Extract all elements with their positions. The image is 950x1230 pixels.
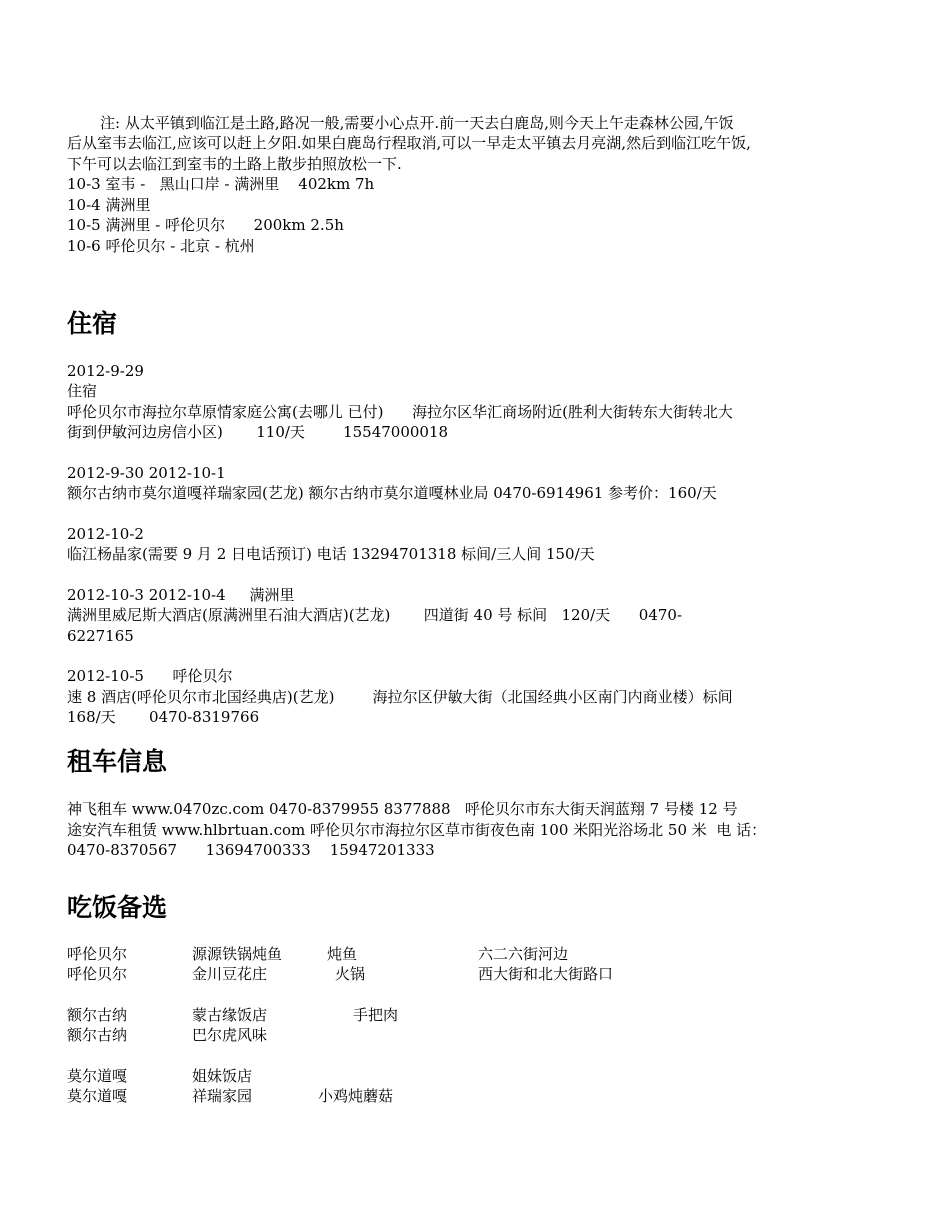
dining-restaurant: 祥瑞家园 (192, 1087, 253, 1105)
lodging-line: 呼伦贝尔市海拉尔草原情家庭公寓(去哪儿 已付) 海拉尔区华汇商场附近(胜利大街转东大街转北大 (67, 403, 733, 421)
lodging-line: 临江杨晶家(需要 9 月 2 日电话预订) 电话 13294701318 标间/三人间 150/天 (67, 545, 595, 563)
lodging-line: 街到伊敏河边房信小区) 110/天 15547000018 (67, 423, 449, 441)
dining-restaurant: 金川豆花庄 (192, 965, 268, 983)
dining-city: 额尔古纳 (67, 1006, 128, 1024)
dining-location: 西大街和北大街路口 (478, 965, 614, 983)
dining-heading: 吃饭备选 (67, 893, 168, 922)
lodging-line: 6227165 (67, 627, 134, 645)
lodging-line: 2012-9-30 2012-10-1 (67, 464, 226, 482)
dining-location: 六二六街河边 (478, 945, 569, 963)
car-rental-line: 0470-8370567 13694700333 15947201333 (67, 841, 435, 859)
lodging-heading: 住宿 (67, 309, 118, 338)
dining-city: 额尔古纳 (67, 1026, 128, 1044)
dining-restaurant: 源源铁锅炖鱼 (192, 945, 283, 963)
dining-dish: 手把肉 (353, 1006, 399, 1024)
itinerary-line: 10-6 呼伦贝尔 - 北京 - 杭州 (67, 237, 255, 255)
lodging-line: 2012-10-3 2012-10-4 满洲里 (67, 586, 295, 604)
lodging-line: 2012-10-5 呼伦贝尔 (67, 667, 233, 685)
dining-restaurant: 蒙古缘饭店 (192, 1006, 268, 1024)
itinerary-line: 10-3 室韦 - 黑山口岸 - 满洲里 402km 7h (67, 175, 375, 193)
lodging-line: 额尔古纳市莫尔道嘎祥瑞家园(艺龙) 额尔古纳市莫尔道嘎林业局 0470-6914961 参考价：160/天 (67, 484, 717, 502)
itinerary-line: 10-4 满洲里 (67, 196, 151, 214)
dining-city: 呼伦贝尔 (67, 965, 128, 983)
dining-dish: 火锅 (335, 965, 366, 983)
dining-city: 呼伦贝尔 (67, 945, 128, 963)
lodging-line: 速 8 酒店(呼伦贝尔市北国经典店)(艺龙) 海拉尔区伊敏大街（北国经典小区南门内商业楼）标间 (67, 688, 733, 706)
dining-city: 莫尔道嘎 (67, 1087, 128, 1105)
note-line-3: 下午可以去临江到室韦的土路上散步拍照放松一下. (67, 155, 402, 173)
car-rental-heading: 租车信息 (67, 747, 168, 776)
car-rental-line: 神飞租车 www.0470zc.com 0470-8379955 8377888 呼伦贝尔市东大街天润蓝翔 7 号楼 12 号 (67, 800, 738, 818)
dining-restaurant: 巴尔虎风味 (192, 1026, 268, 1044)
itinerary-line: 10-5 满洲里 - 呼伦贝尔 200km 2.5h (67, 216, 344, 234)
car-rental-line: 途安汽车租赁 www.hlbrtuan.com 呼伦贝尔市海拉尔区草市街夜色南 100 米阳光浴场北 50 米 电 话： (67, 821, 767, 839)
note-line-2: 后从室韦去临江,应该可以赶上夕阳.如果白鹿岛行程取消,可以一早走太平镇去月亮湖,然后到临江吃午饭, (67, 134, 751, 152)
note-line-1: 注: 从太平镇到临江是土路,路况一般,需要小心点开.前一天去白鹿岛,则今天上午走森林公园,午饭 (100, 114, 734, 132)
lodging-line: 168/天 0470-8319766 (67, 708, 260, 726)
lodging-line: 2012-9-29 (67, 362, 144, 380)
lodging-line: 住宿 (67, 382, 98, 400)
dining-dish: 炖鱼 (327, 945, 358, 963)
lodging-line: 满洲里威尼斯大酒店(原满洲里石油大酒店)(艺龙) 四道街 40 号 标间 120/天 0470- (67, 606, 683, 624)
dining-restaurant: 姐妹饭店 (192, 1067, 253, 1085)
dining-dish: 小鸡炖蘑菇 (318, 1087, 394, 1105)
dining-city: 莫尔道嘎 (67, 1067, 128, 1085)
lodging-line: 2012-10-2 (67, 525, 144, 543)
